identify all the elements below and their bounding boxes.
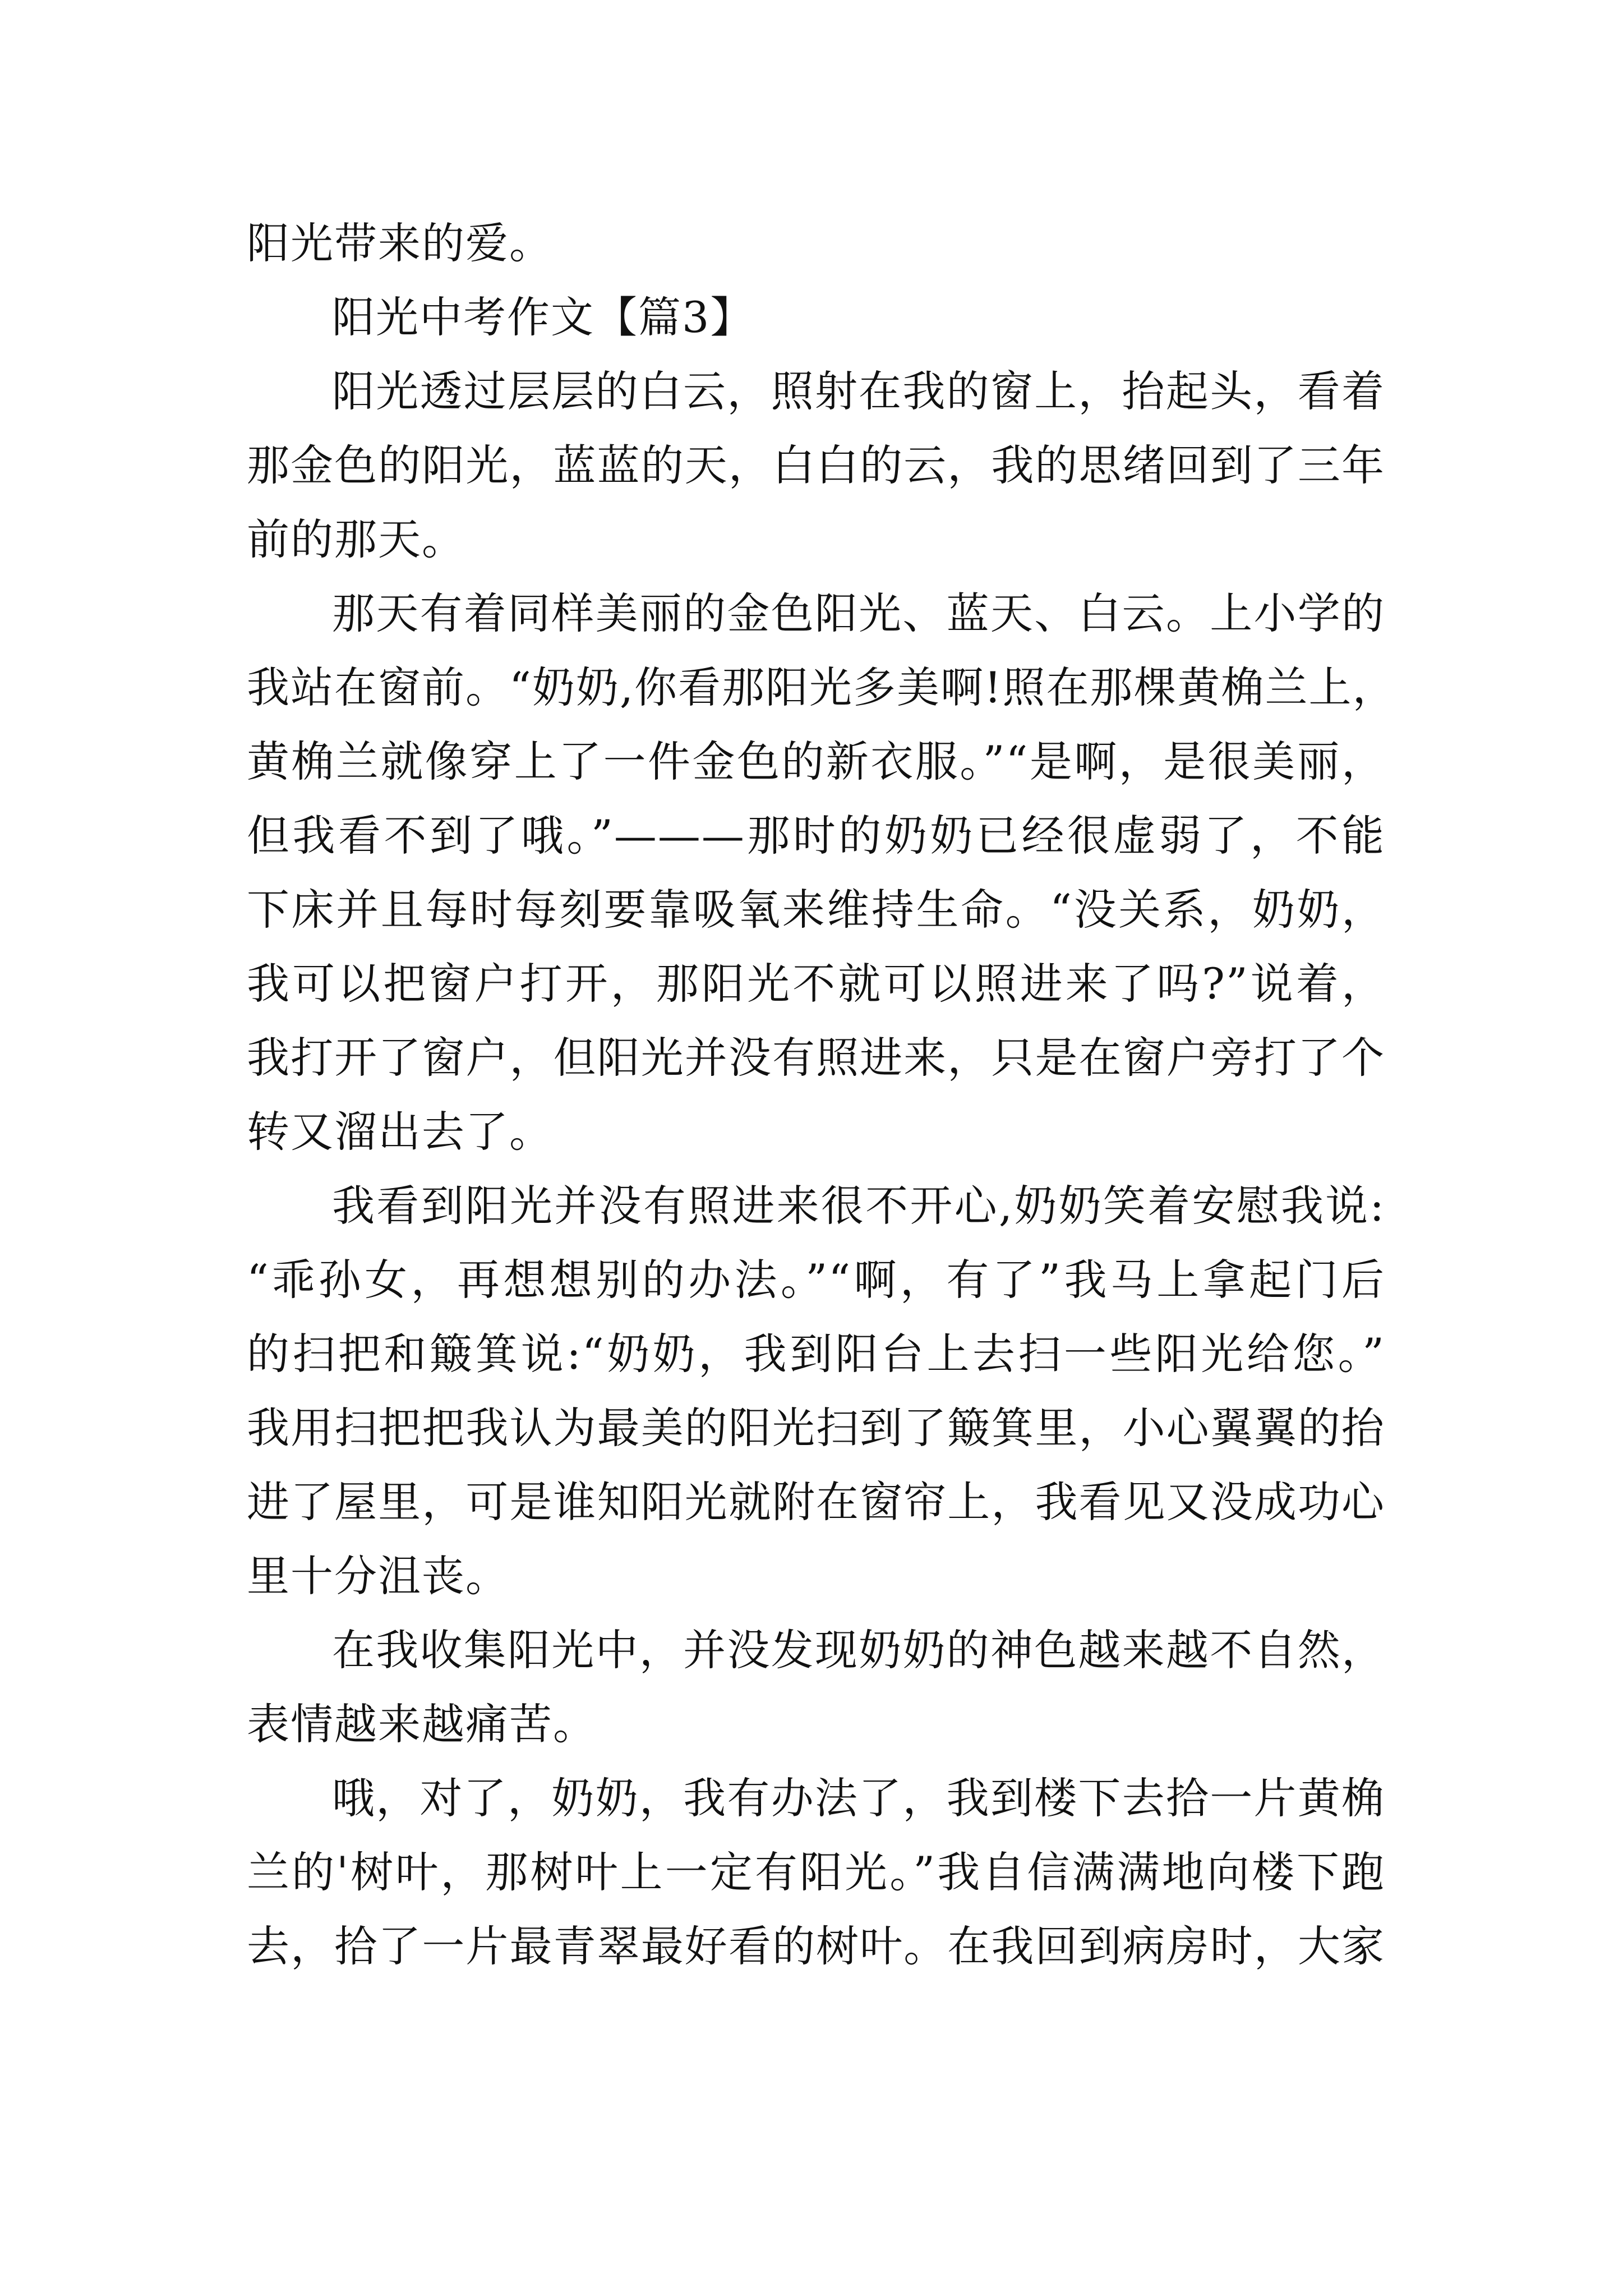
text-line: 那金色的阳光，蓝蓝的天，白白的云，我的思绪回到了三年 [247, 440, 1385, 490]
text-line: 阳光透过层层的白云，照射在我的窗上，抬起头，看着 [332, 366, 1385, 416]
text-line: “乖孙女，再想想别的办法。”“啊，有了”我马上拿起门后 [247, 1255, 1385, 1305]
text-line: 黄桷兰就像穿上了一件金色的新衣服。”“是啊，是很美丽， [247, 737, 1385, 786]
text-line: 我站在窗前。“奶奶,你看那阳光多美啊!照在那棵黄桷兰上， [247, 662, 1396, 712]
section-heading: 阳光中考作文【篇3】 [332, 292, 754, 342]
document-body [247, 206, 1396, 1984]
text-line: 表情越来越痛苦。 [247, 1699, 597, 1749]
text-line: 我看到阳光并没有照进来很不开心,奶奶笑着安慰我说: [332, 1181, 1385, 1231]
text-line: 在我收集阳光中，并没发现奶奶的神色越来越不自然， [332, 1625, 1385, 1675]
text-line: 里十分沮丧。 [247, 1551, 509, 1601]
text-line: 兰的'树叶，那树叶上一定有阳光。”我自信满满地向楼下跑 [247, 1847, 1385, 1897]
text-line: 阳光带来的爱。 [247, 218, 553, 268]
text-line: 但我看不到了哦。”———那时的奶奶已经很虚弱了，不能 [247, 811, 1385, 861]
text-line: 我打开了窗户，但阳光并没有照进来，只是在窗户旁打了个 [247, 1033, 1385, 1083]
text-line: 我用扫把把我认为最美的阳光扫到了簸箕里，小心翼翼的抬 [247, 1403, 1385, 1453]
text-line: 前的那天。 [247, 514, 465, 564]
text-line: 哦，对了，奶奶，我有办法了，我到楼下去拾一片黄桷 [332, 1773, 1385, 1823]
text-line: 转又溜出去了。 [247, 1107, 553, 1157]
text-line: 的扫把和簸箕说:“奶奶，我到阳台上去扫一些阳光给您。” [247, 1329, 1385, 1379]
text-line: 我可以把窗户打开，那阳光不就可以照进来了吗?”说着， [247, 959, 1385, 1009]
text-line: 进了屋里，可是谁知阳光就附在窗帘上，我看见又没成功心 [247, 1477, 1385, 1527]
text-line: 那天有着同样美丽的金色阳光、蓝天、白云。上小学的 [332, 588, 1385, 638]
text-line: 下床并且每时每刻要靠吸氧来维持生命。“没关系，奶奶， [247, 885, 1385, 935]
text-line: 去，拾了一片最青翠最好看的树叶。在我回到病房时，大家 [247, 1921, 1385, 1971]
